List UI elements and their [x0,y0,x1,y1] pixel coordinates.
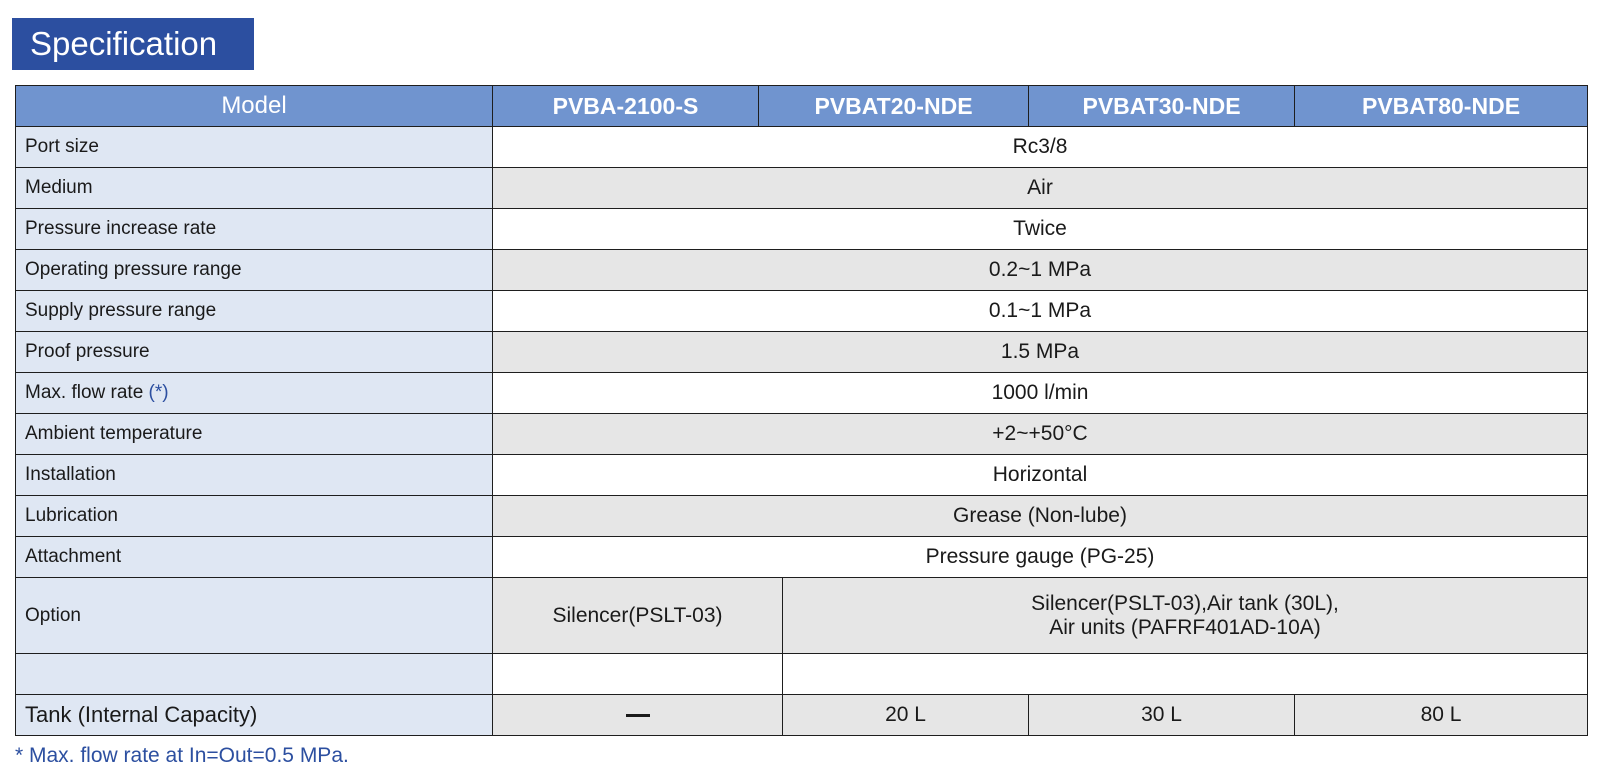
row-label: Ambient temperature [16,414,493,455]
row-value: +2~+50°C [493,414,1588,455]
empty-row [16,654,1588,695]
row-value: Pressure gauge (PG-25) [493,537,1588,578]
section-title-banner [12,18,254,70]
option-value-first: Silencer(PSLT-03) [493,578,783,654]
table-header-row [16,86,1588,127]
model-col-3: PVBAT30-NDE [1029,86,1295,127]
row-value: 1.5 MPa [493,332,1588,373]
option-rest-line-1: Silencer(PSLT-03),Air tank (30L), [1031,591,1339,615]
option-row [16,578,1588,654]
option-value-rest [783,578,1588,654]
table-row [16,209,1588,250]
table-row [16,537,1588,578]
row-label: Medium [16,168,493,209]
row-value: Grease (Non-lube) [493,496,1588,537]
row-value: Air [493,168,1588,209]
row-value: Rc3/8 [493,127,1588,168]
empty-cell [493,654,783,695]
tank-label: Tank (Internal Capacity) [16,695,493,736]
table-row [16,168,1588,209]
tank-value-none [493,695,783,736]
model-col-2: PVBAT20-NDE [759,86,1029,127]
table-row [16,291,1588,332]
section-title: Specification [30,25,218,62]
row-label: Operating pressure range [16,250,493,291]
table-row [16,414,1588,455]
option-label: Option [16,578,493,654]
tank-value-20: 20 L [783,695,1029,736]
model-header: Model [16,86,493,127]
empty-label [16,654,493,695]
footnote-marker: (*) [148,382,169,403]
tank-row [16,695,1588,736]
table-row [16,455,1588,496]
row-label: Pressure increase rate [16,209,493,250]
row-label: Lubrication [16,496,493,537]
empty-cell [783,654,1588,695]
row-value: Twice [493,209,1588,250]
row-label: Installation [16,455,493,496]
row-value: Horizontal [493,455,1588,496]
model-col-1: PVBA-2100-S [493,86,759,127]
row-label: Proof pressure [16,332,493,373]
row-value: 0.1~1 MPa [493,291,1588,332]
specification-table [15,85,1588,736]
table-row [16,373,1588,414]
row-label: Supply pressure range [16,291,493,332]
row-label: Port size [16,127,493,168]
tank-value-30: 30 L [1029,695,1295,736]
table-row [16,332,1588,373]
table-row [16,127,1588,168]
model-col-4: PVBAT80-NDE [1295,86,1588,127]
dash-icon [626,714,650,717]
tank-value-80: 80 L [1295,695,1588,736]
footnote: * Max. flow rate at In=Out=0.5 MPa. [15,744,349,767]
table-row [16,496,1588,537]
row-label-text: Max. flow rate [25,382,144,403]
row-label-max-flow [16,373,493,414]
option-rest-line-2: Air units (PAFRF401AD-10A) [1049,615,1321,639]
row-value: 1000 l/min [493,373,1588,414]
row-label: Attachment [16,537,493,578]
table-row [16,250,1588,291]
row-value: 0.2~1 MPa [493,250,1588,291]
